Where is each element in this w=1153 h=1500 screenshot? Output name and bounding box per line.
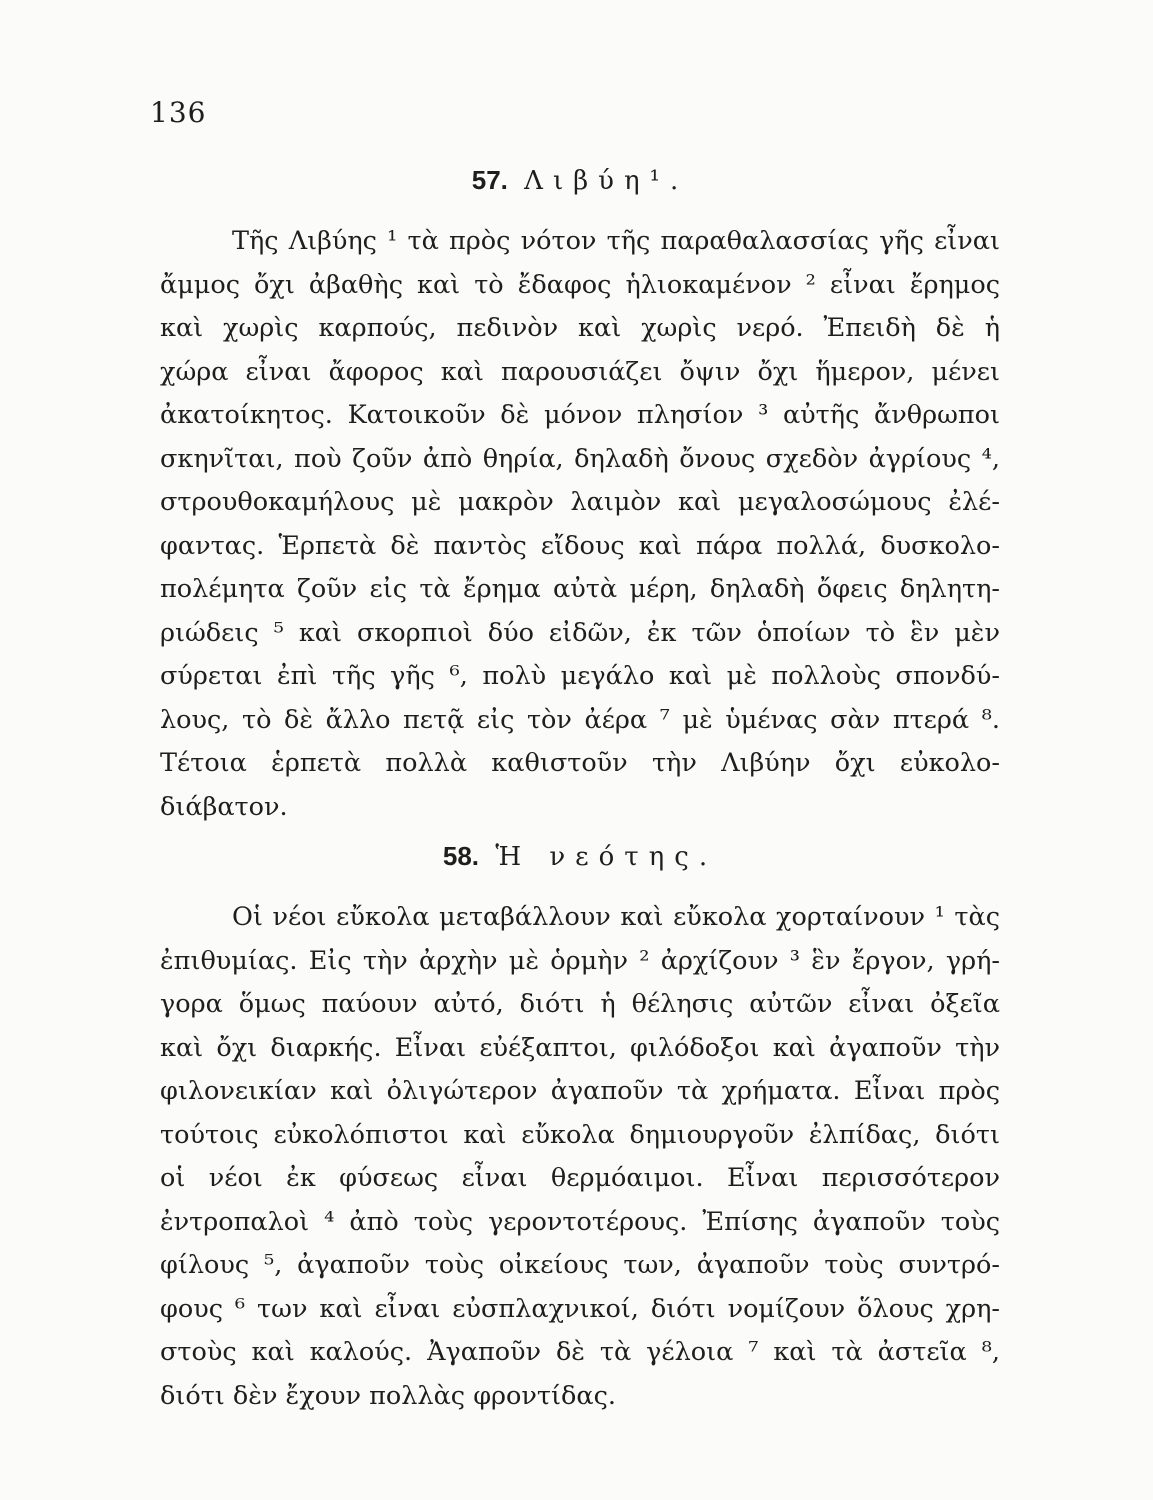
text-line: πολέμητα ζοῦν εἰς τὰ ἔρημα αὐτὰ μέρη, δηλαδὴ ὄφεις δηλητη- bbox=[160, 574, 1000, 604]
text-line: λους, τὸ δὲ ἄλλο πετᾷ εἰς τὸν ἀέρα ⁷ μὲ ὑμένας σὰν πτερά ⁸. bbox=[160, 704, 1000, 735]
text-line: χώρα εἶναι ἄφορος καὶ παρουσιάζει ὄψιν ὄχι ἥμερον, μένει bbox=[160, 356, 1000, 387]
section-number: 57. bbox=[471, 165, 508, 195]
text-line: ριώδεις ⁵ καὶ σκορπιοὶ δύο εἰδῶν, ἐκ τῶν ὁποίων τὸ ἓν μὲν bbox=[160, 617, 1000, 648]
section-body bbox=[160, 220, 1000, 829]
text-line: φίλους ⁵, ἀγαποῦν τοὺς οἰκείους των, ἀγαποῦν τοὺς συντρό- bbox=[160, 1250, 1000, 1280]
text-line: Οἱ νέοι εὔκολα μεταβάλλουν καὶ εὔκολα χορταίνουν ¹ τὰς bbox=[232, 902, 1000, 932]
text-line: Τῆς Λιβύης ¹ τὰ πρὸς νότον τῆς παραθαλασσίας γῆς εἶναι bbox=[232, 226, 1000, 256]
text-line: τούτοις εὐκολόπιστοι καὶ εὔκολα δημιουργοῦν ἐλπίδας, διότι bbox=[160, 1119, 1000, 1150]
text-line: ἐντροπαλοὶ ⁴ ἀπὸ τοὺς γεροντοτέρους. Ἐπίσης ἀγαποῦν τοὺς bbox=[160, 1206, 1000, 1237]
text-line: διάβατον. bbox=[160, 791, 288, 822]
text-line: γορα ὅμως παύουν αὐτό, διότι ἡ θέλησις αὐτῶν εἶναι ὀξεῖα bbox=[160, 989, 1000, 1019]
section-number: 58. bbox=[442, 841, 480, 871]
text-line: στρουθοκαμήλους μὲ μακρὸν λαιμὸν καὶ μεγαλοσώμους ἐλέ- bbox=[160, 487, 1000, 517]
text-line: Τέτοια ἑρπετὰ πολλὰ καθιστοῦν τὴν Λιβύην ὄχι εὐκολο- bbox=[160, 748, 1000, 778]
section-body bbox=[160, 896, 1000, 1418]
text-line: ἐπιθυμίας. Εἰς τὴν ἀρχὴν μὲ ὁρμὴν ² ἀρχίζουν ³ ἓν ἔργον, γρή- bbox=[160, 945, 1000, 976]
section-58 bbox=[160, 836, 1000, 1418]
section-title: Ἡ νεότης. bbox=[495, 842, 718, 872]
text-line: στοὺς καὶ καλούς. Ἀγαποῦν δὲ τὰ γέλοια ⁷ καὶ τὰ ἀστεῖα ⁸, bbox=[160, 1337, 1000, 1367]
section-heading bbox=[160, 836, 1000, 876]
text-line: σκηνῖται, ποὺ ζοῦν ἀπὸ θηρία, δηλαδὴ ὄνους σχεδὸν ἀγρίους ⁴, bbox=[160, 443, 1000, 474]
section-heading bbox=[160, 160, 1000, 200]
text-line: διότι δὲν ἔχουν πολλὰς φροντίδας. bbox=[160, 1380, 616, 1411]
text-line: φαντας. Ἑρπετὰ δὲ παντὸς εἴδους καὶ πάρα πολλά, δυσκολο- bbox=[160, 530, 1000, 561]
section-57 bbox=[160, 160, 1000, 829]
text-line: φιλονεικίαν καὶ ὀλιγώτερον ἀγαποῦν τὰ χρήματα. Εἶναι πρὸς bbox=[160, 1076, 1000, 1106]
text-line: φους ⁶ των καὶ εἶναι εὐσπλαχνικοί, διότι νομίζουν ὅλους χρη- bbox=[160, 1293, 1000, 1324]
text-line: ἄμμος ὄχι ἀβαθὴς καὶ τὸ ἔδαφος ἡλιοκαμένον ² εἶναι ἔρημος bbox=[160, 269, 1000, 300]
text-line: σύρεται ἐπὶ τῆς γῆς ⁶, πολὺ μεγάλο καὶ μὲ πολλοὺς σπονδύ- bbox=[160, 661, 1000, 691]
text-line: οἱ νέοι ἐκ φύσεως εἶναι θερμόαιμοι. Εἶναι περισσότερον bbox=[160, 1163, 1000, 1193]
text-line: καὶ ὄχι διαρκής. Εἶναι εὐέξαπτοι, φιλόδοξοι καὶ ἀγαποῦν τὴν bbox=[160, 1032, 1000, 1063]
text-line: καὶ χωρὶς καρπούς, πεδινὸν καὶ χωρὶς νερό. Ἐπειδὴ δὲ ἡ bbox=[160, 313, 1000, 343]
section-title: Λιβύη¹. bbox=[524, 166, 689, 196]
page-number: 136 bbox=[150, 96, 207, 129]
text-line: ἀκατοίκητος. Κατοικοῦν δὲ μόνον πλησίον ³ αὐτῆς ἄνθρωποι bbox=[160, 400, 1000, 430]
